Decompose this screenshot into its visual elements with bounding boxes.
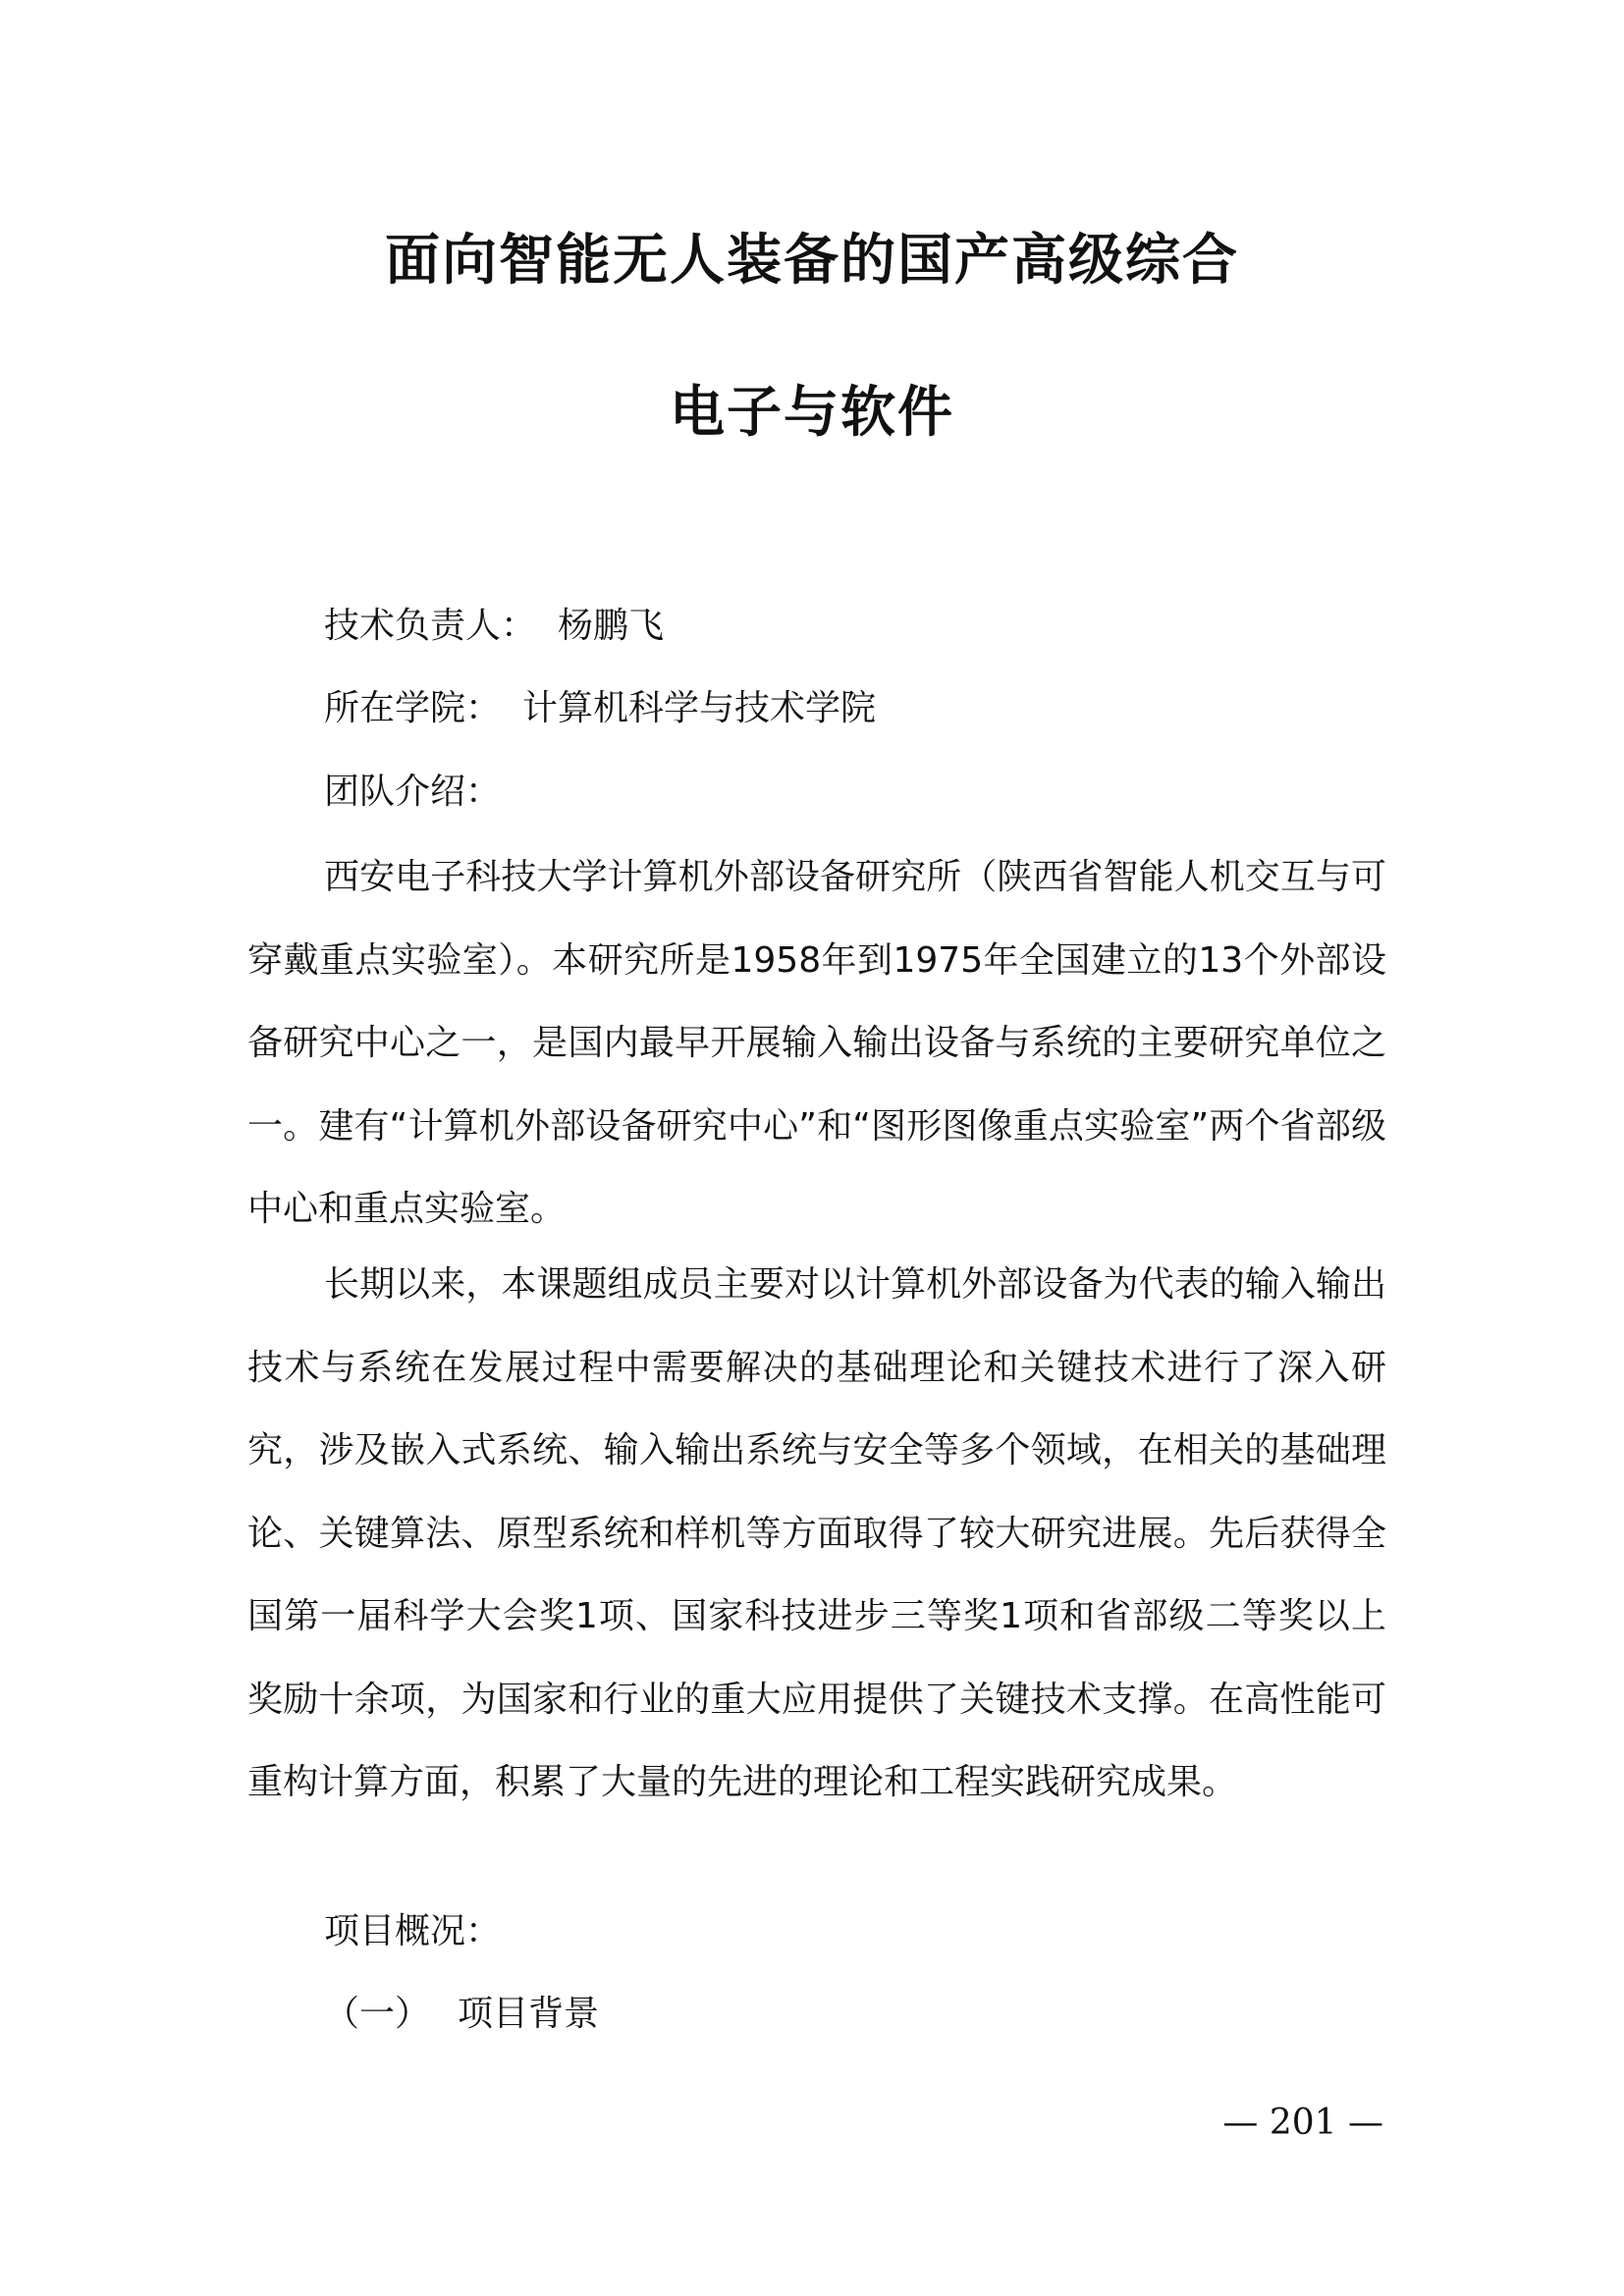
section-number: （一） xyxy=(324,1994,431,2034)
section-title: 项目背景 xyxy=(458,1994,600,2034)
document-title-line-1: 面向智能无人装备的国产高级综合 xyxy=(385,228,1239,293)
college-value: 计算机科学与技术学院 xyxy=(522,688,877,728)
college-row xyxy=(324,684,876,733)
page-number: — 201 — xyxy=(1222,2103,1383,2143)
project-overview-label: 项目概况： xyxy=(324,1911,502,1951)
tech-lead-value: 杨鹏飞 xyxy=(558,606,665,646)
research-summary-paragraph: 长期以来，本课题组成员主要对以计算机外部设备为代表的输入输出技术与系统在发展过程中需要解决的基础理论和关键技术进行了深入研究，涉及嵌入式系统、输入输出系统与安全等多个领域，在相关的基础理论、关键算法、原型系统和样机等方面取得了较大研究进展。先后获得全国第一届科学大会奖1项、国家科技进步三等奖1项和省部级二等奖以上奖励十余项，为国家和行业的重大应用提供了关键技术支撑。在高性能可重构计算方面，积累了大量的先进的理论和工程实践研究成果。 xyxy=(247,1264,1386,1802)
team-intro-paragraph: 西安电子科技大学计算机外部设备研究所（陕西省智能人机交互与可穿戴重点实验室）。本研究所是1958年到1975年全国建立的13个外部设备研究中心之一，是国内最早开展输入输出设备与系统的主要研究单位之一。建有“计算机外部设备研究中心”和“图形图像重点实验室”两个省部级中心和重点实验室。 xyxy=(247,857,1386,1229)
section-heading xyxy=(324,1990,599,2039)
tech-lead-row xyxy=(324,602,664,651)
tech-lead-label: 技术负责人： xyxy=(324,606,537,646)
team-intro-label: 团队介绍： xyxy=(324,772,502,812)
college-label: 所在学院： xyxy=(324,688,502,728)
document-title-line-2: 电子与软件 xyxy=(670,380,954,445)
